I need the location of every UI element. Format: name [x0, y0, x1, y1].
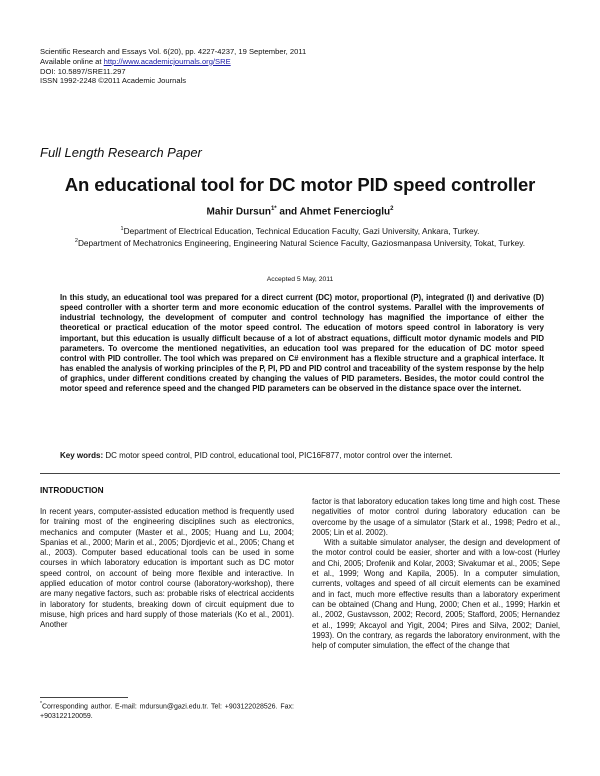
footnote-rule — [40, 697, 128, 698]
accepted-date: Accepted 5 May, 2011 — [266, 276, 334, 283]
affiliation-2-text: Department of Mechatronics Engineering, Engineering Natural Science Faculty, Gaziosmanpasa University, Tokat, Turkey. — [77, 237, 526, 248]
introduction-heading: INTRODUCTION — [40, 485, 104, 495]
corresponding-author-footnote — [40, 700, 294, 722]
author-1: Mahir Dursun — [206, 206, 271, 218]
intro-paragraph-2: factor is that laboratory education takes long time and high cost. These negativities of motor control during laboratory education can be overcome by the usage of a simulator (Stark et al., 1998; Pedro et al., 2005; Lin et al. 2002). — [312, 497, 560, 537]
keywords-label: Key words: — [60, 451, 104, 460]
keywords-text: DC motor speed control, PID control, educational tool, PIC16F877, motor control over the internet. — [103, 451, 453, 460]
affiliation-1-marker: 1 — [120, 226, 124, 232]
journal-url-link[interactable]: http://www.academicjournals.org/SRE — [103, 56, 231, 66]
abstract: In this study, an educational tool was prepared for a direct current (DC) motor, proportional (P), integrated (I) and derivative (D) speed controller with a shorter term and more economic education of the control systems. Parallel with the improvements of industrial technology, the development of computer and control technology has magnified the importance of either the theoretical or practical education of the motor speed control. The education of motors speed control in laboratory is very important, but this education is usually difficult because of a lot of abstract equations, difficult motor dynamic models and PID parameters. To overcome the mentioned negativities, an education tool was prepared for the education of DC motor speed control with PID controller. The tool which was prepared on C# environment has a flexible structure and a graphical interface. It has enabled the analysis of working principles of the P, PI, PD and PID control and traceability of the system response by the help of graphics, under different conditions created by changing the values of PID parameters. Besides, the motor could control the motor speed and reference speed and the changed PID parameters can be observed in the distance space over the internet. — [60, 293, 544, 394]
issn-line: ISSN 1992-2248 ©2011 Academic Journals — [40, 76, 187, 86]
doi-line: DOI: 10.5897/SRE11.297 — [40, 66, 126, 76]
right-column — [312, 497, 560, 651]
affiliations — [60, 224, 540, 248]
author-2: Ahmet Fenercioglu — [299, 206, 391, 218]
paper-type: Full Length Research Paper — [40, 145, 202, 160]
journal-header — [40, 47, 306, 86]
author-1-marker: 1* — [270, 206, 277, 212]
affiliation-1 — [60, 224, 540, 236]
journal-citation: Scientific Research and Essays Vol. 6(20), pp. 4227-4237, 19 September, 2011 — [40, 47, 307, 56]
availability-line — [40, 57, 306, 67]
intro-paragraph-1: In recent years, computer-assisted education method is frequently used for training most of the engineering disciplines such as electronics, mechanics and computer (Master et al., 2005; Huang and Lu, 2004; Spanias et al., 2000; Marin et al., 2005; Djordjevic et al., 2005; Chang et al., 2003). Computer based educational tools can be used in some courses in which laboratory education is important such as DC motor speed control, on account of being more flexible and interactive. In applied education of motor control course (laboratory-workshop), there are many negative factors, such as: probable risks of electrical accidents in laboratory for students, breaking down of circuit equipment due to misuse, high prices and hard supply of those materials (Ko et al., 2001). Another — [40, 507, 294, 630]
paper-title: An educational tool for DC motor PID speed controller — [64, 174, 536, 195]
affiliation-2-marker: 2 — [74, 238, 78, 245]
author-2-marker: 2 — [390, 206, 394, 212]
affiliation-2 — [60, 236, 540, 248]
footnote-text: Corresponding author. E-mail: mdursun@gazi.edu.tr. Tel: +903122028526. Fax: +903122120059. — [40, 703, 294, 720]
footnote-marker: * — [40, 701, 42, 707]
availability-prefix: Available online at — [40, 56, 104, 66]
keywords — [60, 451, 544, 460]
section-divider — [40, 473, 560, 474]
intro-paragraph-3: With a suitable simulator analyser, the design and development of the motor control could be easier, shorter and with a low-cost (Hurley and Chi, 2005; Drofenik and Kolar, 2003; Sivakumar et al., 2005; Sepe et al., 1999; Wong and Kapila, 2005). In a computer simulation, currents, voltages and speed of all circuit elements can be examined and in fact, much more effective results than a laboratory experiment can be obtained (Chang and Hung, 2000; Chen et al., 1999; Harkin et al., 2002, Gustavsson, 2002; Record, 2005; Stafford, 2005; Hernandez et al., 1999; Akcayol and Yigit, 2004; Pires and Silva, 2002; Daniel, 1993). On the contrary, as regards the laboratory environment, with the help of computer simulation, the effect of the change that — [312, 538, 560, 651]
affiliation-1-text: Department of Electrical Education, Technical Education Faculty, Gazi University, Ankara, Turkey. — [123, 225, 480, 236]
author-line — [0, 206, 600, 217]
author-conjunction: and — [276, 206, 300, 218]
left-column — [40, 507, 294, 631]
